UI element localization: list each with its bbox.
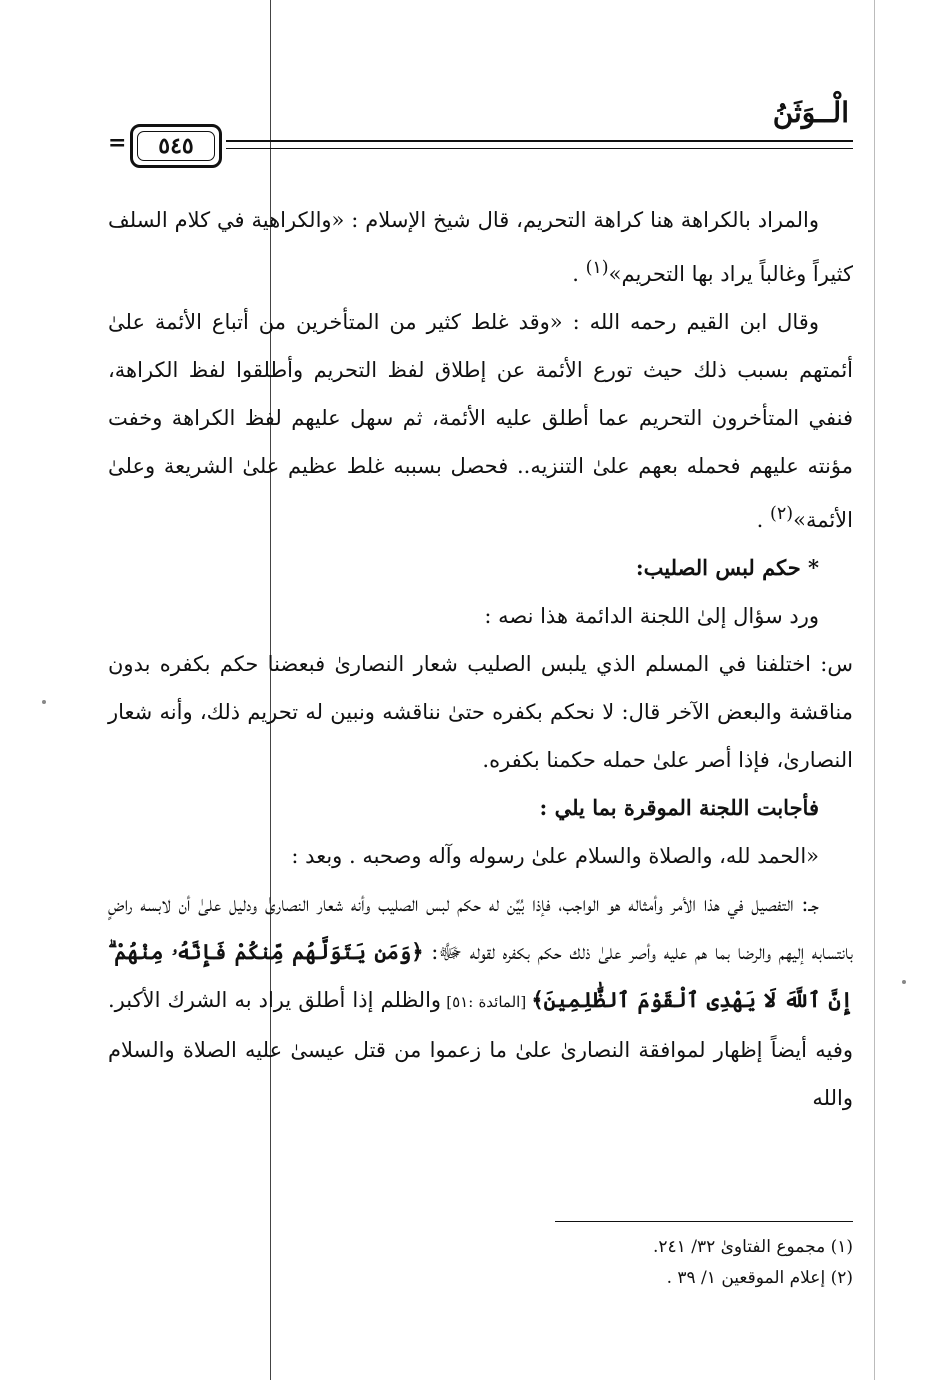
scan-speck: [902, 980, 906, 984]
footnote-ref-2[interactable]: (٢): [770, 504, 794, 524]
paragraph-end: .: [756, 508, 771, 532]
paragraph-question: س: اختلفنا في المسلم الذي يلبس الصليب شعار النصارىٰ فبعضنا حكم بكفره بدون مناقشة والبعض الآخر قال: لا نحكم بكفره حتىٰ نناقشه ونبين له تحريم ذلك، وأنه شعار النصارىٰ، فإذا أصر علىٰ حمله حكمنا بكفره.: [108, 652, 853, 772]
quran-verse: ﴿وَمَن يَتَوَلَّهُم مِّنكُمْ فَإِنَّهُۥ مِنْهُمْ ۗ إِنَّ ٱللَّهَ لَا يَهْدِى ٱلْقَوْمَ ٱلظَّٰلِمِينَ﴾: [108, 939, 853, 1012]
answer-heading: فأجابت اللجنة الموقرة بما يلي :: [539, 795, 819, 820]
page-mark: =: [108, 130, 127, 156]
page-number-box: [130, 124, 222, 168]
page-number: ٥٤٥: [158, 133, 194, 159]
scan-line-right: [874, 0, 875, 1380]
paragraph-text: وقال ابن القيم رحمه الله : «وقد غلط كثير من المتأخرين من أتباع الأئمة علىٰ أئمتهم بسبب ذلك حيث تورع الأئمة عن إطلاق لفظ التحريم وأطلقوا لفظ الكراهة، فنفي المتأخرون التحريم عما أطلق عليه الأئمة، ثم سهل عليهم لفظ الكراهة وخفت مؤنته عليهم فحمله بعهم علىٰ التنزيه.. فحصل بسببه غلط عظيم علىٰ الشريعة وعلىٰ الأئمة»: [108, 310, 853, 532]
paragraph-answer: [108, 880, 853, 1122]
main-text: [108, 196, 853, 1122]
paragraph-1: [108, 196, 853, 298]
footnote-separator: [555, 1221, 853, 1222]
section-heading: * حكم لبس الصليب:: [635, 555, 819, 580]
footnote-2: (٢) إعلام الموقعين ١/ ٣٩ .: [666, 1268, 853, 1288]
paragraph-3: ورد سؤال إلىٰ اللجنة الدائمة هذا نصه :: [484, 604, 819, 628]
paragraph-2: [108, 298, 853, 544]
header-rule: [226, 140, 853, 142]
footnote-ref-1[interactable]: (١): [585, 258, 609, 278]
page-header: [108, 96, 853, 166]
paragraph-text: جـ: التفصيل في هذا الأمر وأمثاله هو الواجب، فإذا بُيِّن له حكم لبس الصليب وأنه شعار النصارىٰ ودليل علىٰ أن لابسه راضٍ بانتسابه إليهم والرضا بما هم عليه وأصر علىٰ ذلك حكم بكفره لقوله ﷻ:: [108, 892, 853, 964]
paragraph-text: والمراد بالكراهة هنا كراهة التحريم، قال شيخ الإسلام : «والكراهية في كلام السلف كثيراً وغالباً يراد بها التحريم»: [108, 208, 853, 286]
paragraph-5: «الحمد لله، والصلاة والسلام علىٰ رسوله وآله وصحبه . وبعد :: [291, 844, 819, 868]
scan-speck: [42, 700, 46, 704]
footnotes: [400, 1232, 853, 1294]
header-title: الْــوَثَنُ: [772, 96, 849, 129]
header-rule-thin: [226, 148, 853, 149]
paragraph-text-cont: والظلم إذا أطلق يراد به الشرك الأكبر. وفيه أيضاً إظهار لموافقة النصارىٰ علىٰ ما زعموا من قتل عيسىٰ عليه الصلاة والسلام والله: [108, 988, 853, 1110]
verse-reference: [المائدة :٥١]: [441, 993, 532, 1011]
footnote-1: (١) مجموع الفتاوىٰ ٣٢/ ٢٤١.: [652, 1237, 853, 1257]
paragraph-end: .: [572, 262, 586, 286]
